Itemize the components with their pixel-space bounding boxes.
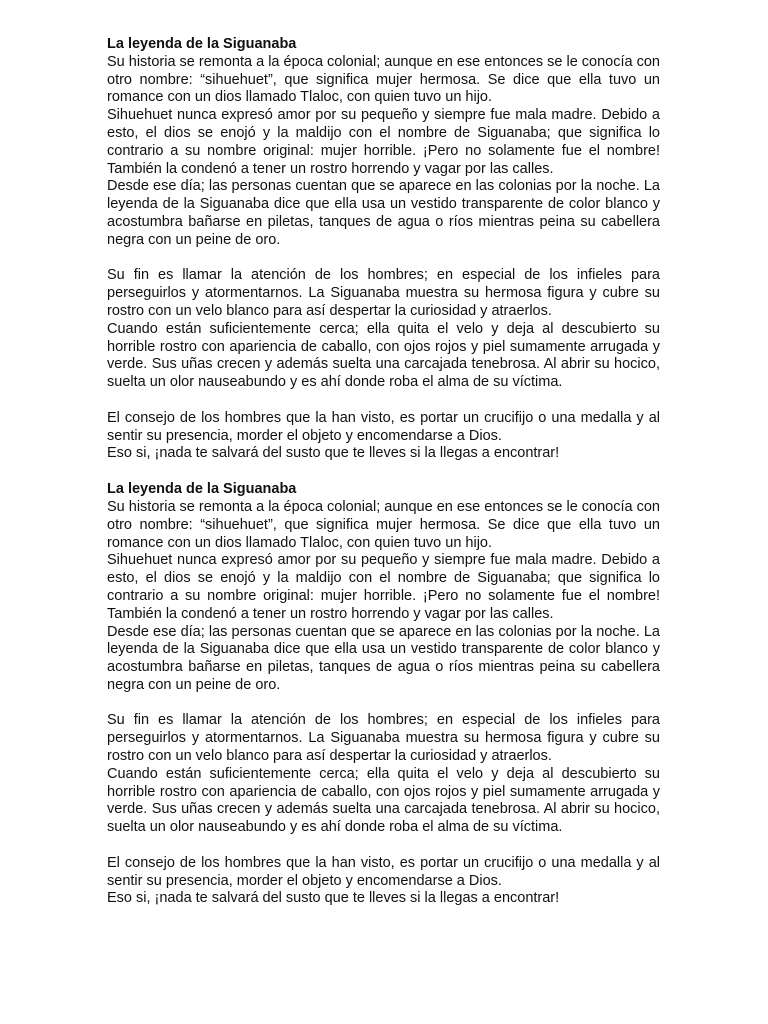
- story-paragraph-warning: Eso si, ¡nada te salvará del susto que te lleves si la llegas a encontrar!: [107, 890, 560, 907]
- story-paragraph-origin: Su historia se remonta a la época colonial; aunque en ese entonces se le conocía con otro nombre: “sihuehuet”, que significa mujer hermosa. Se dice que ella tuvo un romance con un dios llamado Tlaloc, con quien tuvo un hijo.: [107, 53, 660, 106]
- story-paragraph-reveal: Cuando están suficientemente cerca; ella quita el velo y deja al descubierto su horrible rostro con apariencia de caballo, con ojos rojos y piel sumamente arrugada y verde. Sus uñas crecen y además suelta una carcajada tenebrosa. Al abrir su hocico, suelta un olor nauseabundo y es ahí donde roba el alma de su víctima.: [107, 765, 660, 836]
- story-paragraph-curse: Sihuehuet nunca expresó amor por su pequeño y siempre fue mala madre. Debido a esto, el dios se enojó y la maldijo con el nombre de Siguanaba; que significa lo contrario a su nombre original: mujer horrible. ¡Pero no solamente fue el nombre! También la condenó a tener un rostro horrendo y vagar por las calles.: [107, 107, 660, 177]
- story-paragraph-advice: El consejo de los hombres que la han visto, es portar un crucifijo o una medalla y al sentir su presencia, morder el objeto y encomendarse a Dios.: [107, 409, 660, 444]
- story-paragraph-warning: Eso si, ¡nada te salvará del susto que te lleves si la llegas a encontrar!: [107, 445, 560, 462]
- document-page: [107, 36, 660, 908]
- story-paragraph-appearance: Desde ese día; las personas cuentan que se aparece en las colonias por la noche. La leyenda de la Siguanaba dice que ella usa un vestido transparente de color blanco y acostumbra bañarse en piletas, tanques de agua o ríos mientras peina su cabellera negra con un peine de oro.: [107, 623, 660, 693]
- story-title: La leyenda de la Siguanaba: [107, 36, 297, 52]
- story-paragraph-curse: Sihuehuet nunca expresó amor por su pequeño y siempre fue mala madre. Debido a esto, el dios se enojó y la maldijo con el nombre de Siguanaba; que significa lo contrario a su nombre original: mujer horrible. ¡Pero no solamente fue el nombre! También la condenó a tener un rostro horrendo y vagar por las calles.: [107, 552, 660, 622]
- story-paragraph-purpose: Su fin es llamar la atención de los hombres; en especial de los infieles para perseguirlos y atormentarnos. La Siguanaba muestra su hermosa figura y cubre su rostro con un velo blanco para así despertar la curiosidad y atraerlos.: [107, 267, 660, 319]
- story-paragraph-origin: Su historia se remonta a la época colonial; aunque en ese entonces se le conocía con otro nombre: “sihuehuet”, que significa mujer hermosa. Se dice que ella tuvo un romance con un dios llamado Tlaloc, con quien tuvo un hijo.: [107, 498, 660, 551]
- legend-story: [107, 481, 660, 908]
- legend-story: [107, 36, 660, 463]
- story-title: La leyenda de la Siguanaba: [107, 481, 297, 498]
- story-paragraph-advice: El consejo de los hombres que la han visto, es portar un crucifijo o una medalla y al sentir su presencia, morder el objeto y encomendarse a Dios.: [107, 854, 660, 889]
- story-paragraph-reveal: Cuando están suficientemente cerca; ella quita el velo y deja al descubierto su horrible rostro con apariencia de caballo, con ojos rojos y piel sumamente arrugada y verde. Sus uñas crecen y además suelta una carcajada tenebrosa. Al abrir su hocico, suelta un olor nauseabundo y es ahí donde roba el alma de su víctima.: [107, 320, 660, 391]
- story-paragraph-appearance: Desde ese día; las personas cuentan que se aparece en las colonias por la noche. La leyenda de la Siguanaba dice que ella usa un vestido transparente de color blanco y acostumbra bañarse en piletas, tanques de agua o ríos mientras peina su cabellera negra con un peine de oro.: [107, 178, 660, 248]
- story-paragraph-purpose: Su fin es llamar la atención de los hombres; en especial de los infieles para perseguirlos y atormentarnos. La Siguanaba muestra su hermosa figura y cubre su rostro con un velo blanco para así despertar la curiosidad y atraerlos.: [107, 712, 660, 765]
